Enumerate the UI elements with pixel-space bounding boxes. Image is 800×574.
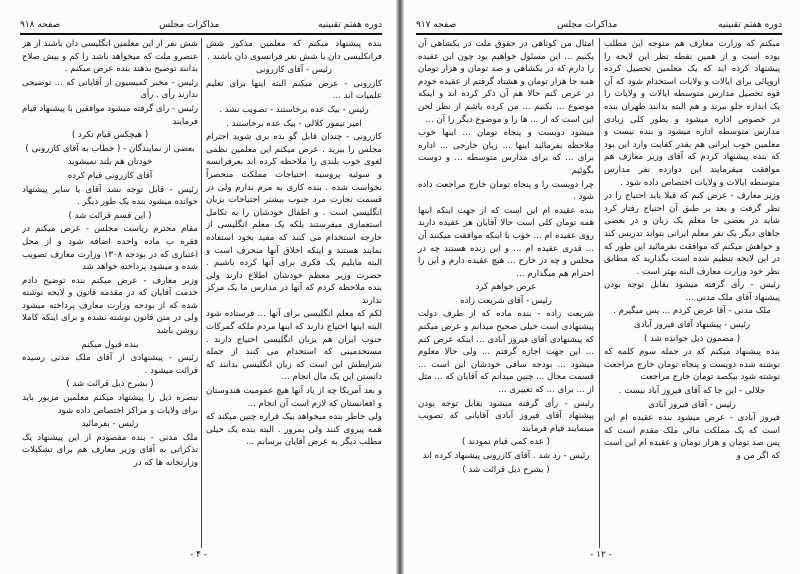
page-number: صفحه ۹۱۷	[416, 20, 457, 30]
page-title: مذاکرات مجلس	[557, 20, 618, 30]
column-divider	[599, 38, 600, 548]
paragraph: خودتان هم بلند نمیشوید	[67, 157, 153, 168]
text-column-left	[22, 38, 198, 548]
paragraph: رئیس - رای گرفته میشود موافقین با پیشنهاد قیام فرمایند	[22, 103, 198, 127]
paragraph: رئیس - آقای کازرونی	[256, 65, 332, 76]
page-number: صفحه ۹۱۸	[20, 20, 61, 30]
paragraph: رئیس - رأی گرفته میشود بقابل توجه بودن پیشنهاد آقای فیروز آبادی آقایانی که تصویب مینمایند قیام فرمایند	[418, 398, 594, 434]
paragraph: وزیر معارف - عرض کنم که قبلا باید احتیاج را در نظر گرفت و بعد بر طبق آن احتیاج رفتار کرد شاید در بعضی جا معلم یک زبان و در بعضی جاهای دیگر یک نفر معلم ایرانی بتواند تدریس کند و خواهش میکنم که موافقت بفرمائید این طور که در این لایحه تنظیم شده است بگذارید که مطابق نظر خود وزارت معارف البته بهتر است .	[604, 191, 780, 277]
column-divider	[201, 38, 202, 548]
paragraph: ( بشرح ذیل قرائت شد )	[462, 464, 550, 475]
paragraph: و بعد آمریکا چه از یاد آنها هیچ عمومیت هندوستان و افغانستان که لازم است آن انجام ...	[206, 386, 382, 409]
session-label: دوره هفتم تقنینیه	[718, 20, 782, 30]
paragraph: رئیس - بفرمائید	[81, 419, 139, 430]
paragraph: کازرونی - عرض میکنم البته اینها برای تعلیم علمیات اند ...	[206, 78, 382, 102]
paragraph: میشود دویست و پنجاه تومان ... اینها خوب ملاحظه بفرمائید اینها ... زبان خارجی ... اداره برای ... که برای مدارس متوسطه ... و دوست بگوئیم	[418, 128, 594, 176]
paragraph: ملک مدنی - بنده مقصودم از این پیشنهاد یک تذکراتی به آقای وزیر معارف هم برای تشکیلات وزارتخانه ها که در	[22, 432, 198, 468]
paragraph: ( مضمون ذیل خوانده شد )	[643, 333, 741, 344]
paragraph: ولی خاطر بنده میخواهد بیک قراره چنین میکند که همه پیروی کنند ولی بمرور . البته بنده یک خیلی مطلب دیگر به عرض آقایان برسانم ...	[206, 412, 382, 448]
header-rule	[20, 33, 382, 35]
paragraph: ( این قسم قرائت شد )	[68, 210, 152, 221]
paragraph: رئیس - پیشنهاد آقای فیروز آبادی	[633, 320, 751, 331]
paragraph: رئیس - پیشنهادی از آقای ملک مدنی رسیده قرائت میشود .	[22, 353, 198, 376]
paragraph: مقام محترم ریاست مجلس - عرض میکنم در فقره ب ماده واحده اضافه شود و از محل اعتباری که در بودجه ۱۳۰۸ وزارت معارف تصویب شده و میشود پرداخته خواهد شد	[22, 224, 198, 273]
paragraph: رئیس - آقای فیروز آبادی	[648, 399, 736, 410]
paragraph: ( عده کمی قیام نمودند )	[462, 437, 550, 448]
paragraph: کازرونی - چندان قابل گو بده بری شوید احترام مجلس را ببرید . عرض میکنم این معلمین نظمی لغوی خوب بلندی را ملاحظه کرده اند بعرفرانسه و سوئیه پروسیه احتیاجات مملکت منحصراً نخواست شده . بنده کاری به مرم ندارم ولی در قسمت تجارت مرد جنوب بیشتر احتیاجات بزبان انگلیسی است . و اطفال خودشان را به تکامل استعماری میفرستند بلکه یک معلم انگلیسی از خارجه استخدام می کنند که مفید بخود استفاده نمایند هستند و اینکه اخلاق آنها منحرف است و البته مایلیم یک فکری برای آنها کرده باشیم . حضرت وزیر معظم خودشان اطلاع دارند ولی بنده ملاحظه کردم که آنها در مدارس ما یک مرکز ندارند	[206, 132, 382, 306]
page-title: مذاکرات مجلس	[159, 20, 220, 30]
paragraph: شش نفر از این معلمین انگلیسی دان باشند از هر عنصرو ملت که میخواهد باشد را کم و بیش صلاح بدانند توضیح بدهند بنده عرض میکنم .	[22, 39, 198, 75]
paragraph: رئیس - رد شد . آقای کازرونی پیشنهاد کرده اند	[422, 451, 590, 461]
paragraph: بنده پیشنهاد میکنم که در جمله سوم کلمه که نوشته شده دویست و پنجاه تومان خارج مراجعت نوشته شود بیکصد تومان خارج مراجعت	[604, 347, 780, 383]
paragraph: رئیس - آقای شریعت زاده	[460, 295, 552, 306]
paragraph: چرا دویست را و پنجاه تومان خارج مراجعت داده شود .	[418, 179, 594, 203]
paragraph: عرض خواهم کرد	[475, 282, 537, 293]
book-spine	[396, 0, 404, 574]
paragraph: لکم که معلم انگلیسی برای آنها ... فرستاده شود البته اینها احتیاج دارند که اینها مردم ملکه گمرکات جنوب ایران هم بزبان انگلیسی احتیاج دارند . مستخدمینی که استخدام می کنند از جمله شرایطش این است که زبان انگلیسی بدانند که دانستن این یک مال انجام ...	[206, 309, 382, 383]
paragraph: رئیس - مخبر کمیسیون از آقایانی که ... توضیحی ندارند رأی . رأی	[22, 77, 198, 101]
paragraph: وزیر معارف - عرض میکنم بنده توضیح دادم خدمت آقایان که در مقدمه قانون و لایحه نوشته شده که از بودجه وزارت معارف پرداخته میشود ولی در متن قانون نوشته نشده و برای اینکه کاملا روشن باشد	[22, 275, 198, 337]
paragraph: ( بشرح ذیل قرائت شد )	[66, 379, 154, 390]
right-page	[400, 0, 800, 574]
paragraph: بنده پیشنهاد میکنم که معلمین مذکور شش فرانکلیسی دان با شش نفر فرانسوی دان باشند .	[206, 39, 382, 62]
text-column-right	[604, 38, 780, 548]
page-footer: - ۱۲ -	[590, 550, 612, 560]
paragraph: رئیس - رأی گرفته میشود بقابل توجه بودن پیشنهاد آقای ملک مدنی ...	[604, 280, 780, 303]
paragraph: رئیس - بیک عده برخاستند - تصویب نشد .	[219, 104, 369, 115]
page-header	[416, 18, 782, 32]
paragraph: جلالی - این جا که آقای فیروز آباد نیست .	[618, 386, 766, 397]
paragraph: آقای کازرونی قیام کرده	[67, 170, 153, 181]
text-column-right	[206, 38, 382, 548]
session-label: دوره هفتم تقنینیه	[318, 20, 382, 30]
header-rule	[416, 33, 782, 35]
paragraph: ( هیچکس قیام نکرد )	[71, 130, 149, 141]
page-header	[20, 18, 382, 32]
paragraph: تبصره ذیل را پیشنهاد میکنم معلمین مزبور باید برای ولایات و مراکز اختصاص داده شود	[22, 393, 198, 416]
paragraph: شریعت زاده - بنده ماده که از طرف دولت پیشنهادی است خیلی صحیح میدانم و عرض میکنم که پیشنهادی آقای فیروز آبادی ... اینکه عرض کنم ... این جهت اجازه گرفتم ... ولی حالا معلوم میشود ... بودجه ساقی خودشان این است ... قسمت مجال ... چنین میدانم که آقایان که ... مثل از ... برای ... که تغییری ...	[418, 309, 594, 396]
text-column-left	[418, 38, 594, 548]
paragraph: امیر تیمور کلالی - بیک عده برخاستند .	[226, 118, 362, 129]
paragraph: امثال من کوتاهی در حقوق ملت در یکشاهی آن یکنیم ... این مسئول خواهیم بود چون این عقیده را دارم که در یکشاهی و صد تومان و هزار تومان همه جا هزار تومان و هشتاد گرفتم از عقیده خودم در عرض کنم حالا هم آن ذکر کرده اند و اینکه موضوع ... بکنیم ... من کرده باشم از نظر لحن این است که از ... ها را و موضوع دیگر را آن ...	[418, 39, 594, 125]
paragraph: میکنم که وزارت معارف هم متوجه این مطلب بوده است و از همین نقطه نظر این لایحه را پیشنهاد کرده اید که یک معلمین تحصیل کرده اروپائی برای ایالات و ولایات استخدام شود که آن قوه تحصیل مدارس متوسطه ایالات و ولایات را یک اندازه جلو ببرند و هم البته بدانند طهران بنده در خصوص اداره میشود و بطور کلی زیادی مدارس متوسطه اداره میشود و بنده نیست و معلمین خوب ایرانی هم بقدر کفایت وارد این بود که بنده پیشنهاد کردم که آقای وزیر معارف هم موافقت میفرمایند این دوازده نفر مدارس متوسطه ایالات و ولایات اختصاص داده شود .	[604, 39, 780, 188]
paragraph: بنده عقیده ام این است که از جهت اینکه اینها همه تومان کلی است حالا آقایان هر عقیده دارند روی عقیده ام ... خوب با اینکه موافقت میکنند آن ... قدری عقیده ام ... و این زنده هستند چه در مجلس و چه در خارج ... هیچ عقیده دارم و این را احترام هم میگذارم ...	[418, 205, 594, 279]
page-footer: - ۴ -	[190, 550, 208, 560]
paragraph: بعضی از نمایندگان - ( خطاب به آقای کازرونی )	[25, 143, 195, 154]
paragraph: بنده قبول میکنم	[81, 339, 139, 350]
paragraph: ملک مدنی - آقا عرض کردم ... پس میگیرم .	[613, 306, 771, 317]
paragraph: رئیس - قابل توجه نشد آقای یا سایر پیشنهاد خوانده میشود بنده یک طور دیگر .	[22, 184, 198, 208]
paragraph: فیروز آبادی - عرض میشود بنده عقیده ام این است که یک مملکت مالی ملک مقدم است که پس صد تومان و هزار تومان و عقیده ام این است که اگر من و	[604, 413, 780, 461]
